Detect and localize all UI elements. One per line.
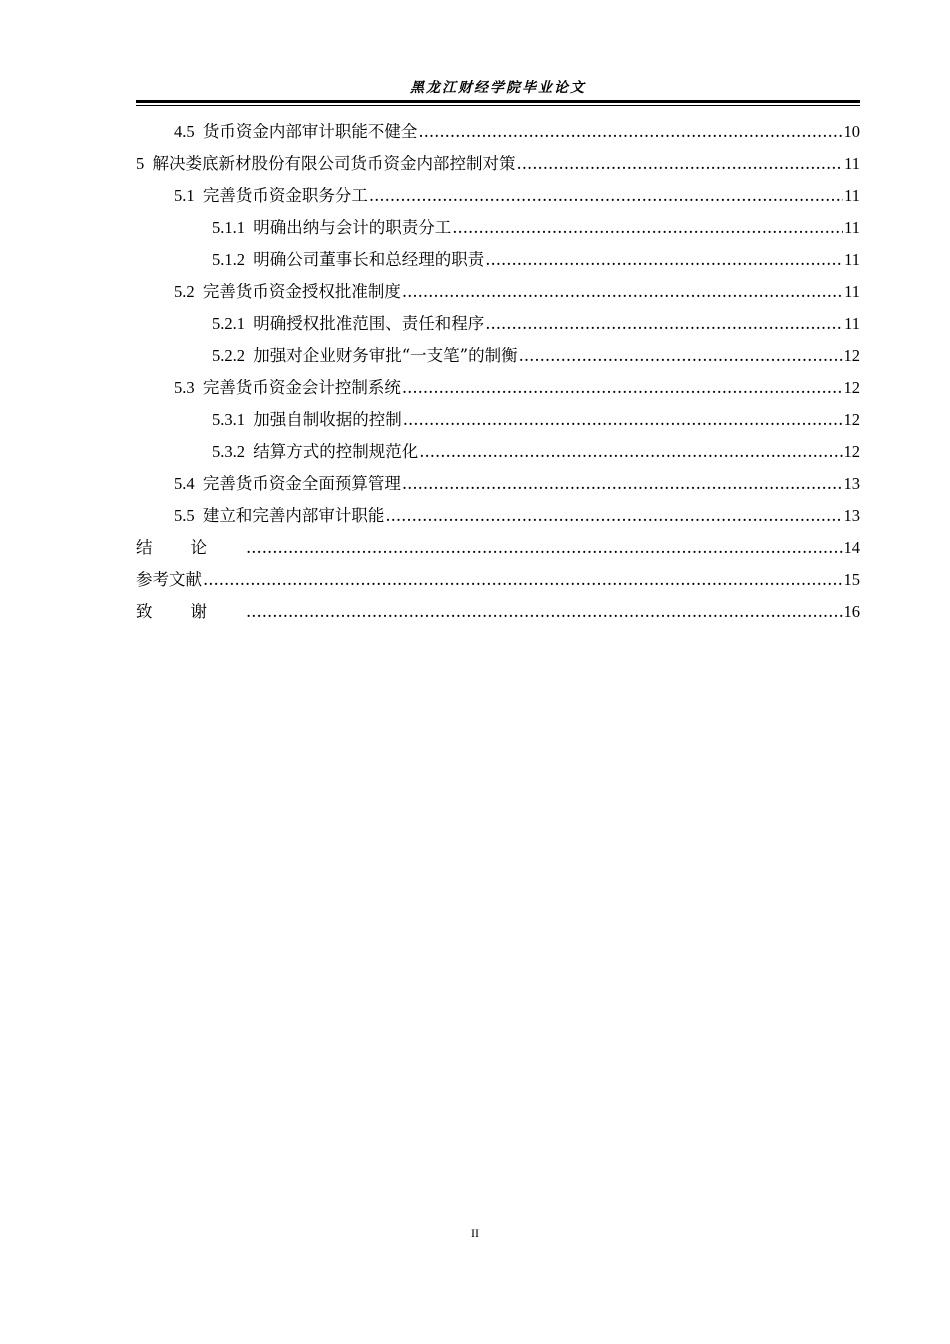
toc-entry-title: 货币资金内部审计职能不健全 xyxy=(202,122,418,141)
toc-entry-title: 结算方式的控制规范化 xyxy=(253,442,419,461)
toc-leader xyxy=(402,468,843,500)
page-number: II xyxy=(471,1226,479,1240)
toc-entry-title: 参考文献 xyxy=(136,570,202,589)
toc-entry-title: 明确公司董事长和总经理的职责 xyxy=(253,250,485,269)
toc-entry-page: 11 xyxy=(844,154,860,173)
toc-entry-title: 加强对企业财务审批“一支笔”的制衡 xyxy=(253,346,518,365)
toc-entry-page: 12 xyxy=(843,346,860,365)
toc-entry-number: 5.2.2 xyxy=(212,346,254,365)
toc-entry-title: 完善货币资金全面预算管理 xyxy=(202,474,401,493)
toc-entry[interactable] xyxy=(136,404,860,436)
toc-leader xyxy=(403,404,843,436)
table-of-contents xyxy=(136,116,860,628)
toc-entry[interactable] xyxy=(136,372,860,404)
toc-entry-title: 建立和完善内部审计职能 xyxy=(202,506,385,525)
toc-entry-page: 12 xyxy=(843,410,860,429)
toc-entry[interactable] xyxy=(136,148,860,180)
toc-leader xyxy=(246,532,843,564)
toc-entry[interactable] xyxy=(136,276,860,308)
header-rule-thin xyxy=(136,105,860,106)
page-footer xyxy=(0,1226,950,1241)
toc-entry-title: 致谢 xyxy=(136,602,245,621)
toc-entry-title: 完善货币资金授权批准制度 xyxy=(202,282,401,301)
toc-leader xyxy=(517,148,844,180)
toc-entry-page: 15 xyxy=(843,570,860,589)
toc-leader xyxy=(485,244,843,276)
toc-entry-page: 10 xyxy=(843,122,860,141)
toc-entry-page: 12 xyxy=(843,378,860,397)
toc-entry-number: 5 xyxy=(136,154,153,173)
toc-leader xyxy=(418,116,842,148)
toc-leader xyxy=(402,276,843,308)
toc-entry[interactable] xyxy=(136,116,860,148)
toc-entry-page: 11 xyxy=(844,314,860,333)
toc-leader xyxy=(246,596,843,628)
toc-entry-conclusion[interactable] xyxy=(136,532,860,564)
toc-entry-page: 11 xyxy=(844,250,860,269)
toc-entry-number: 5.3 xyxy=(174,378,203,397)
toc-leader xyxy=(203,564,843,596)
toc-entry[interactable] xyxy=(136,468,860,500)
toc-entry-page: 13 xyxy=(843,474,860,493)
toc-entry-number: 5.1.2 xyxy=(212,250,254,269)
toc-entry-page: 13 xyxy=(843,506,860,525)
toc-leader xyxy=(452,212,843,244)
toc-entry-number: 4.5 xyxy=(174,122,203,141)
toc-entry-page: 11 xyxy=(844,282,860,301)
toc-entry[interactable] xyxy=(136,340,860,372)
toc-entry[interactable] xyxy=(136,500,860,532)
toc-entry-title: 完善货币资金会计控制系统 xyxy=(202,378,401,397)
toc-leader xyxy=(369,180,843,212)
page-header xyxy=(136,78,860,106)
toc-entry[interactable] xyxy=(136,436,860,468)
toc-entry-page: 12 xyxy=(843,442,860,461)
toc-entry[interactable] xyxy=(136,180,860,212)
toc-entry[interactable] xyxy=(136,212,860,244)
toc-entry-page: 11 xyxy=(844,218,860,237)
toc-entry-number: 5.1 xyxy=(174,186,203,205)
toc-leader xyxy=(385,500,842,532)
toc-entry-title: 加强自制收据的控制 xyxy=(253,410,402,429)
toc-entry-number: 5.3.1 xyxy=(212,410,254,429)
toc-entry-title: 完善货币资金职务分工 xyxy=(202,186,368,205)
toc-entry-references[interactable] xyxy=(136,564,860,596)
toc-entry[interactable] xyxy=(136,244,860,276)
toc-entry-acknowledgements[interactable] xyxy=(136,596,860,628)
header-title: 黑龙江财经学院毕业论文 xyxy=(410,80,586,96)
toc-leader xyxy=(402,372,843,404)
toc-entry-title: 结论 xyxy=(136,538,245,557)
toc-entry-page: 16 xyxy=(843,602,860,621)
toc-entry-number: 5.1.1 xyxy=(212,218,254,237)
toc-entry-number: 5.4 xyxy=(174,474,203,493)
toc-leader xyxy=(419,436,842,468)
toc-leader xyxy=(485,308,843,340)
toc-leader xyxy=(519,340,843,372)
header-rule-thick xyxy=(136,100,860,103)
toc-entry-title: 解决娄底新材股份有限公司货币资金内部控制对策 xyxy=(152,154,516,173)
toc-entry-number: 5.5 xyxy=(174,506,203,525)
toc-entry-page: 14 xyxy=(843,538,860,557)
toc-entry-title: 明确授权批准范围、责任和程序 xyxy=(253,314,485,333)
toc-entry-page: 11 xyxy=(844,186,860,205)
toc-entry-title: 明确出纳与会计的职责分工 xyxy=(253,218,452,237)
toc-entry-number: 5.2 xyxy=(174,282,203,301)
toc-entry-number: 5.3.2 xyxy=(212,442,254,461)
toc-entry[interactable] xyxy=(136,308,860,340)
toc-entry-number: 5.2.1 xyxy=(212,314,254,333)
